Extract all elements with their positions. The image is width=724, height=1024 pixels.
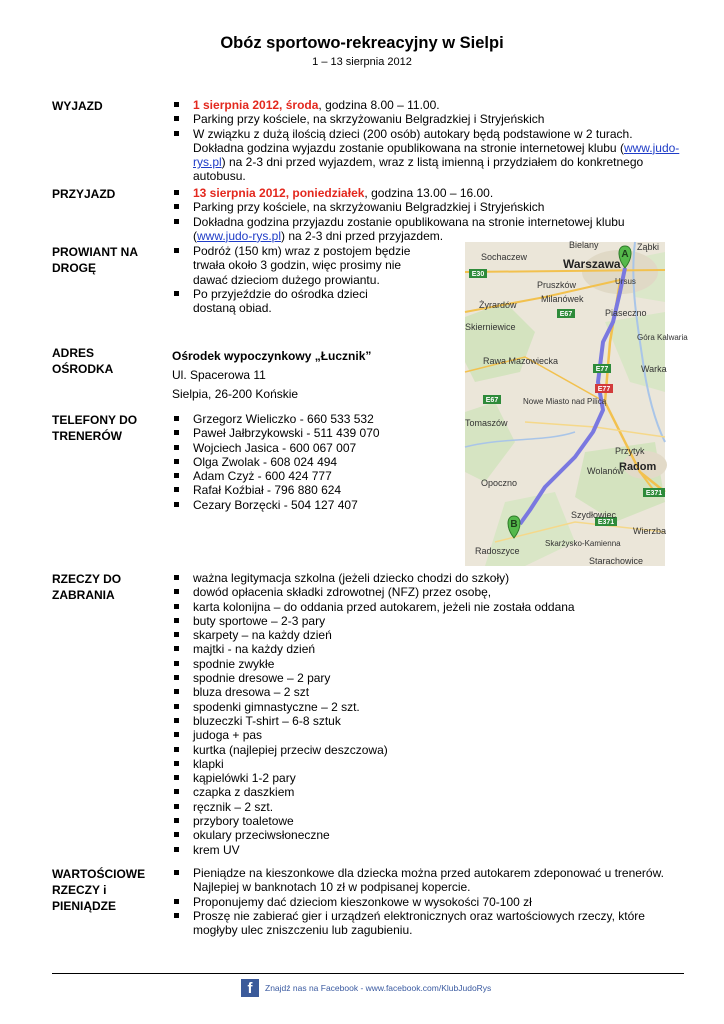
- page-subtitle: 1 – 13 sierpnia 2012: [312, 56, 412, 68]
- list-item: Parking przy kościele, na skrzyżowaniu Belgradzkiej i Stryjeńskich: [172, 200, 684, 214]
- list-item: krem UV: [172, 843, 684, 857]
- label-prowiant: PROWIANT NA DROGĘ: [52, 245, 138, 275]
- map-place: Pruszków: [537, 280, 577, 290]
- list-item: czapka z daszkiem: [172, 785, 684, 799]
- section-przyjazd: [172, 186, 684, 243]
- list-item: bluzeczki T-shirt – 6-8 sztuk: [172, 714, 684, 728]
- list-item: Pieniądze na kieszonkowe dla dziecka można przed autokarem zdeponować u trenerów. Najlepiej w banknotach 10 zł w podpisanej kopercie.: [172, 866, 684, 895]
- map-place: Warszawa: [563, 257, 621, 271]
- list-item: karta kolonijna – do oddania przed autokarem, jeżeli nie została oddana: [172, 600, 684, 614]
- section-prowiant: [172, 244, 412, 315]
- list-item: Po przyjeździe do ośrodka dzieci dostaną obiad.: [172, 287, 412, 316]
- trainer-phone: Grzegorz Wieliczko - 660 533 532: [172, 412, 452, 426]
- list-item: dowód opłacenia składki zdrowotnej (NFZ) przez osobę,: [172, 585, 684, 599]
- label-telefony: TELEFONY DO TRENERÓW: [52, 413, 138, 443]
- map-place: Żyrardów: [479, 300, 517, 310]
- return-date: 13 sierpnia 2012, poniedziałek: [193, 186, 365, 200]
- road-label: E67: [485, 397, 499, 404]
- list-item: spodenki gimnastyczne – 2 szt.: [172, 700, 684, 714]
- map-place: Radom: [619, 461, 657, 473]
- list-item: kąpielówki 1-2 pary: [172, 771, 684, 785]
- road-label: E371: [597, 519, 615, 526]
- map-place: Przytyk: [615, 446, 645, 456]
- list-item: Parking przy kościele, na skrzyżowaniu Belgradzkiej i Stryjeńskich: [172, 112, 684, 126]
- section-wartosciowe: [172, 866, 684, 937]
- map-place: Warka: [641, 364, 667, 374]
- section-wyjazd: [172, 98, 684, 184]
- road-label: E30: [471, 271, 485, 278]
- resort-name: Ośrodek wypoczynkowy „Łucznik”: [172, 349, 372, 363]
- page-title: Obóz sportowo-rekreacyjny w Sielpi: [220, 34, 504, 52]
- map-place: Skierniewice: [465, 322, 516, 332]
- map-place: Szydłowiec: [571, 510, 617, 520]
- list-item: judoga + pas: [172, 728, 684, 742]
- resort-street: Ul. Spacerowa 11: [172, 368, 266, 382]
- road-label: E67: [559, 311, 573, 318]
- trainer-phone: Adam Czyż - 600 424 777: [172, 469, 452, 483]
- list-item: W związku z dużą ilością dzieci (200 osób) autokary będą podstawione w 2 turach. Dokładna godzina wyjazdu zostanie opublikowana na stronie internetowej klubu (www.judo-rys.pl) na 2-3 dni przed wyjazdem, wraz z listą imienną i przydziałem do konkretnego autobusu.: [172, 127, 684, 184]
- map-place: Góra Kalwaria: [637, 333, 688, 342]
- trainer-phone: Olga Zwolak - 608 024 494: [172, 455, 452, 469]
- road-label: E77: [597, 386, 611, 393]
- map-place: Starachowice: [589, 556, 644, 566]
- road-label: E77: [595, 366, 609, 373]
- marker-b-label: B: [510, 519, 518, 530]
- map-place: Ząbki: [637, 242, 660, 252]
- list-item: spodnie zwykłe: [172, 657, 684, 671]
- map-place: Ursus: [615, 277, 636, 286]
- club-website-link[interactable]: www.judo-rys.pl: [193, 140, 680, 170]
- list-item: Dokładna godzina przyjazdu zostanie opublikowana na stronie internetowej klubu (www.judo-rys.pl) na 2-3 dni przed przyjazdem.: [172, 215, 684, 244]
- resort-city: Sielpia, 26-200 Końskie: [172, 387, 299, 401]
- club-website-link[interactable]: www.judo-rys.pl: [197, 228, 282, 243]
- label-przyjazd: PRZYJAZD: [52, 187, 116, 201]
- list-item: kurtka (najlepiej przeciw deszczowa): [172, 743, 684, 757]
- map-place: Tomaszów: [465, 418, 508, 428]
- label-wartosciowe: WARTOŚCIOWE RZECZY i PIENIĄDZE: [52, 867, 146, 913]
- map-place: Piaseczno: [605, 308, 647, 318]
- list-item: Proponujemy dać dzieciom kieszonkowe w wysokości 70-100 zł: [172, 895, 684, 909]
- list-item: ważna legitymacja szkolna (jeżeli dziecko chodzi do szkoły): [172, 571, 684, 585]
- list-item: ręcznik – 2 szt.: [172, 800, 684, 814]
- list-item: okulary przeciwsłoneczne: [172, 828, 684, 842]
- label-rzeczy: RZECZY DO ZABRANIA: [52, 572, 122, 602]
- facebook-link[interactable]: Znajdź nas na Facebook - www.facebook.com/KlubJudoRys: [265, 983, 492, 993]
- map-place: Bielany: [569, 240, 599, 250]
- facebook-icon[interactable]: f: [241, 979, 259, 997]
- map-place: Radoszyce: [475, 546, 520, 556]
- list-item: Proszę nie zabierać gier i urządzeń elektronicznych oraz wartościowych rzeczy, które mogłyby ulec zniszczeniu lub zagubieniu.: [172, 909, 684, 938]
- departure-date: 1 sierpnia 2012, środa: [193, 98, 319, 112]
- map-place: Milanówek: [541, 294, 584, 304]
- map-place: Sochaczew: [481, 252, 528, 262]
- list-item: skarpety – na każdy dzień: [172, 628, 684, 642]
- list-item: Podróż (150 km) wraz z postojem będzie trwała około 3 godzin, więc prosimy nie dawać dzieciom dużego prowiantu.: [172, 244, 412, 287]
- map-place: Nowe Miasto nad Pilicą: [523, 397, 607, 406]
- marker-a-label: A: [621, 249, 629, 260]
- route-map: [465, 240, 688, 566]
- trainer-phone: Wojciech Jasica - 600 067 007: [172, 441, 452, 455]
- map-place: Wierzba: [633, 526, 667, 536]
- list-item: 13 sierpnia 2012, poniedziałek, godzina 13.00 – 16.00.: [172, 186, 684, 200]
- route-map-drawing: [465, 240, 688, 566]
- map-place: Skarżysko-Kamienna: [545, 539, 621, 548]
- list-item: przybory toaletowe: [172, 814, 684, 828]
- trainer-phone: Rafał Koźbiał - 796 880 624: [172, 483, 452, 497]
- section-rzeczy: [172, 571, 684, 857]
- trainer-phone: Paweł Jałbrzykowski - 511 439 070: [172, 426, 452, 440]
- list-item: 1 sierpnia 2012, środa, godzina 8.00 – 11.00.: [172, 98, 684, 112]
- label-wyjazd: WYJAZD: [52, 99, 103, 113]
- section-adres: [172, 347, 452, 404]
- list-item: klapki: [172, 757, 684, 771]
- map-place: Rawa Mazowiecka: [483, 356, 559, 366]
- section-telefony: [172, 412, 452, 512]
- trainer-phone: Cezary Borzęcki - 504 127 407: [172, 498, 452, 512]
- list-item: buty sportowe – 2-3 pary: [172, 614, 684, 628]
- list-item: bluza dresowa – 2 szt: [172, 685, 684, 699]
- map-place: Opoczno: [481, 478, 518, 488]
- label-adres: ADRES OŚRODKA: [52, 346, 114, 376]
- map-place: Wolanów: [587, 466, 624, 476]
- footer-divider: [52, 973, 684, 974]
- list-item: majtki - na każdy dzień: [172, 642, 684, 656]
- list-item: spodnie dresowe – 2 pary: [172, 671, 684, 685]
- footer: [241, 979, 491, 997]
- road-label: E371: [645, 490, 663, 497]
